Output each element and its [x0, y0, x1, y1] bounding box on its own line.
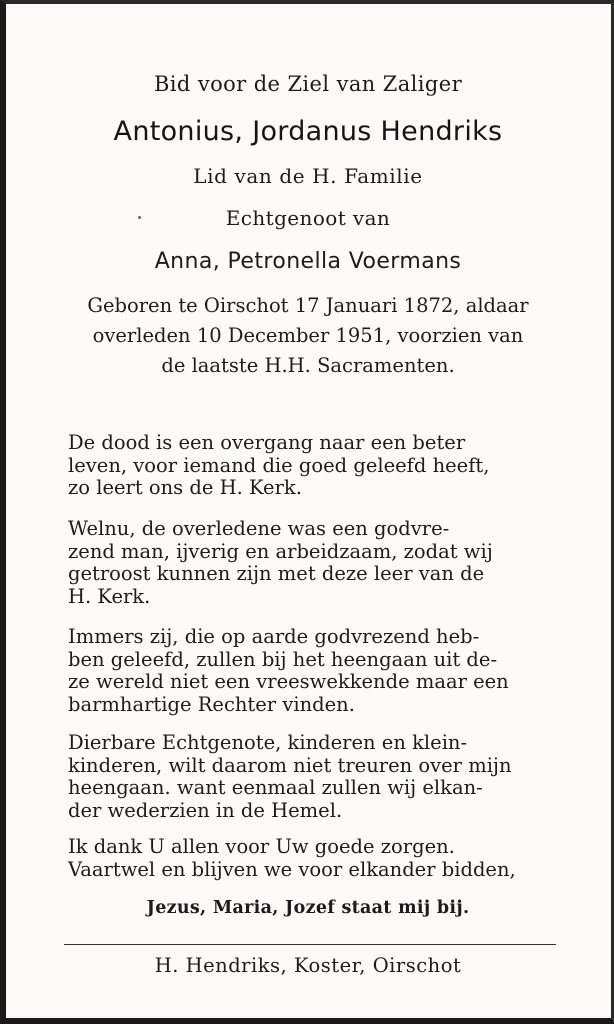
- printer-credit: H. Hendriks, Koster, Oirschot: [154, 954, 462, 977]
- paragraph-line: der wederzien in de Hemel.: [68, 798, 343, 822]
- paragraph-line: Welnu, de overledene was een godvre-: [68, 517, 450, 540]
- paragraph-deceased-virtue: [68, 518, 572, 608]
- biography-line: Geboren te Oirschot 17 Januari 1872, aldaar: [87, 294, 529, 317]
- paragraph-family-farewell: [68, 732, 572, 822]
- paragraph-death-transition: [68, 432, 572, 500]
- paragraph-line: heengaan. want eenmaal zullen wij elkan-: [68, 776, 483, 799]
- paragraph-line: ze wereld niet een vreeswekkende maar een: [68, 670, 509, 693]
- spouse-label: Echtgenoot van: [225, 206, 391, 230]
- paragraph-line: Ik dank U allen voor Uw goede zorgen.: [68, 835, 455, 858]
- biography-line: overleden 10 December 1951, voorzien van: [92, 324, 524, 347]
- paragraph-line: kinderen, wilt daarom niet treuren over mijn: [68, 753, 512, 777]
- paragraph-line: De dood is een overgang naar een beter: [68, 431, 466, 454]
- paragraph-merciful-judge: [68, 626, 572, 716]
- spouse-name: Anna, Petronella Voermans: [154, 249, 462, 274]
- paragraph-line: zend man, ijverig en arbeidzaam, zodat wij: [68, 539, 493, 563]
- paragraph-line: Dierbare Echtgenote, kinderen en klein-: [68, 731, 468, 754]
- paragraph-line: Vaartwel en blijven we voor elkander bidden,: [68, 857, 516, 881]
- paragraph-thanks: [68, 836, 572, 881]
- paragraph-line: getroost kunnen zijn met deze leer van de: [68, 562, 485, 585]
- closing-prayer: Jezus, Maria, Jozef staat mij bij.: [146, 898, 470, 918]
- paragraph-line: zo leert ons de H. Kerk.: [68, 476, 302, 499]
- membership-line: Lid van de H. Familie: [193, 164, 423, 188]
- intro-line: Bid voor de Ziel van Zaliger: [153, 72, 463, 96]
- deceased-name: Antonius, Jordanus Hendriks: [113, 116, 503, 147]
- paragraph-line: leven, voor iemand die goed geleefd heeft,: [68, 453, 490, 477]
- paragraph-line: Immers zij, die op aarde godvrezend heb-: [68, 625, 480, 648]
- biography-line: de laatste H.H. Sacramenten.: [161, 354, 455, 377]
- paragraph-line: H. Kerk.: [68, 584, 151, 608]
- paragraph-line: barmhartige Rechter vinden.: [68, 692, 355, 716]
- divider-rule: [64, 944, 556, 945]
- paragraph-line: ben geleefd, zullen bij het heengaan uit de-: [68, 647, 498, 671]
